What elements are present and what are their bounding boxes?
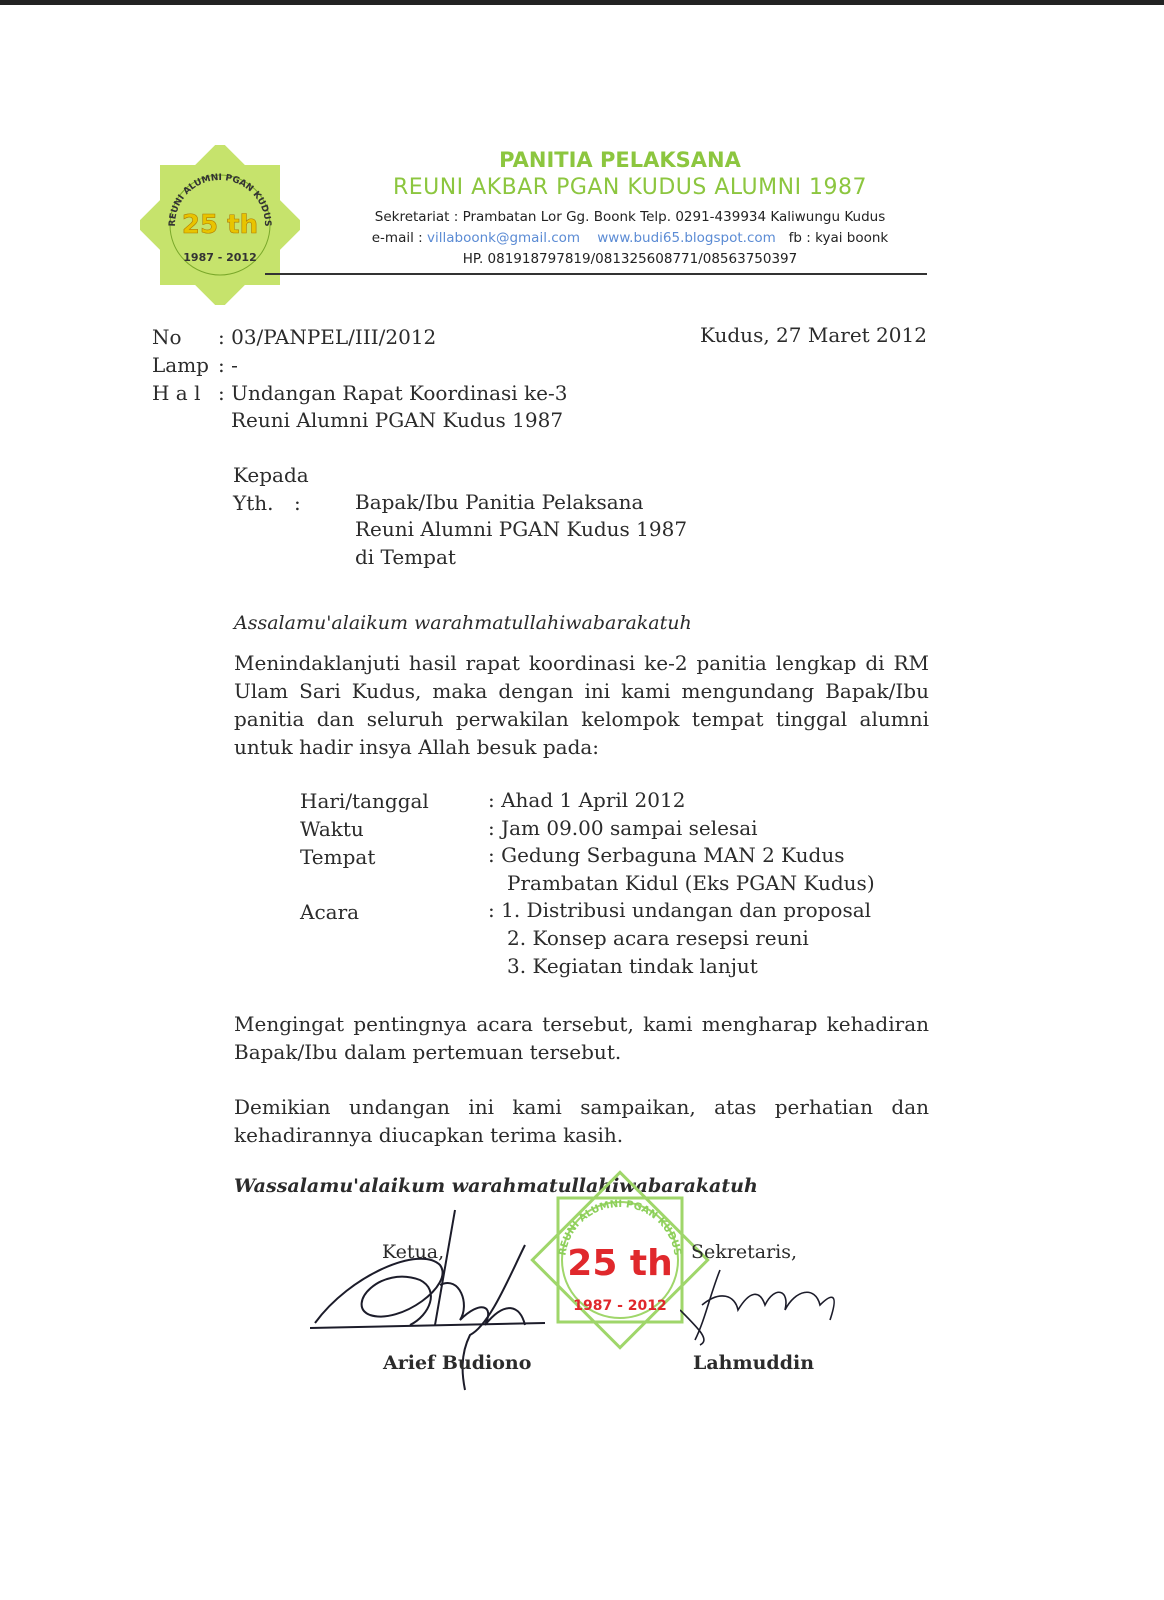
facebook-text: fb : kyai boonk [788,230,889,246]
recipient-line-1: Bapak/Ibu Panitia Pelaksana [355,490,644,514]
lamp-value: : - [218,353,238,377]
email-label: e-mail : [371,230,427,246]
no-label: No [152,325,182,349]
greeting: Assalamu'alaikum warahmatullahiwabarakatuh [234,612,692,634]
acara-item-3: 3. Kegiatan tindak lanjut [507,954,758,978]
acara-item-2: 2. Konsep acara resepsi reuni [507,926,809,950]
acara-item-1: : 1. Distribusi undangan dan proposal [488,898,872,922]
acara-label: Acara [300,900,360,924]
kepada-label: Kepada [233,463,309,487]
letterhead-contacts [330,230,930,246]
waktu-value: : Jam 09.00 sampai selesai [488,816,758,840]
ketua-name: Arief Budiono [383,1352,532,1374]
ketua-label: Ketua, [382,1241,445,1263]
no-value: : 03/PANPEL/III/2012 [218,325,437,349]
stamp-years: 1987 - 2012 [573,1298,667,1314]
hari-value: : Ahad 1 April 2012 [488,788,686,812]
hari-label: Hari/tanggal [300,789,429,813]
tempat-value-2: Prambatan Kidul (Eks PGAN Kudus) [507,871,875,895]
tempat-value: : Gedung Serbaguna MAN 2 Kudus [488,843,845,867]
hal-label: H a l [152,381,201,405]
scan-edge [0,0,1164,5]
sekretaris-signature [680,1250,850,1360]
logo-arc-text: REUNI ALUMNI PGAN KUDUS [167,172,273,227]
email-link[interactable]: villaboonk@gmail.com [426,230,581,246]
yth-colon: : [294,491,301,515]
yth-label: Yth. [233,491,274,515]
hal-value-1: : Undangan Rapat Koordinasi ke-3 [218,381,568,405]
letterhead-divider [265,273,927,275]
sekretaris-label: Sekretaris, [691,1241,798,1263]
stamp-arc-text: REUNI ALUMNI PGAN KUDUS [557,1198,683,1257]
place-date: Kudus, 27 Maret 2012 [700,323,927,347]
stamp-center-text: 25 th [567,1243,673,1284]
tempat-label: Tempat [300,845,376,869]
website-link[interactable]: www.budi65.blogspot.com [597,230,776,246]
letterhead-address: Sekretariat : Prambatan Lor Gg. Boonk Telp. 0291-439934 Kaliwungu Kudus [374,209,886,225]
body-paragraph-3: Demikian undangan ini kami sampaikan, atas perhatian dan kehadirannya diucapkan terima kasih. [234,1095,929,1147]
closing-greeting: Wassalamu'alaikum warahmatullahiwabarakatuh [234,1175,758,1197]
recipient-line-3: di Tempat [355,545,456,569]
body-paragraph-2: Mengingat pentingnya acara tersebut, kami mengharap kehadiran Bapak/Ibu dalam pertemuan tersebut. [234,1012,929,1064]
recipient-line-2: Reuni Alumni PGAN Kudus 1987 [355,517,688,541]
sekretaris-name: Lahmuddin [693,1352,815,1374]
letterhead-subtitle: REUNI AKBAR PGAN KUDUS ALUMNI 1987 [392,175,868,200]
reunion-logo [140,145,300,305]
body-paragraph-1: Menindaklanjuti hasil rapat koordinasi ke-2 panitia lengkap di RM Ulam Sari Kudus, maka dengan ini kami mengundang Bapak/Ibu panitia dan seluruh perwakilan kelompok tempat tinggal alumni untuk hadir insya Allah besuk pada: [234,651,929,759]
waktu-label: Waktu [300,817,364,841]
letterhead-title: PANITIA PELAKSANA [499,148,741,172]
hal-value-2: Reuni Alumni PGAN Kudus 1987 [231,408,564,432]
lamp-label: Lamp [152,353,209,377]
logo-years: 1987 - 2012 [183,251,257,264]
logo-center-text: 25 th [181,210,259,240]
letterhead-phones: HP. 081918797819/081325608771/08563750397 [462,251,798,267]
